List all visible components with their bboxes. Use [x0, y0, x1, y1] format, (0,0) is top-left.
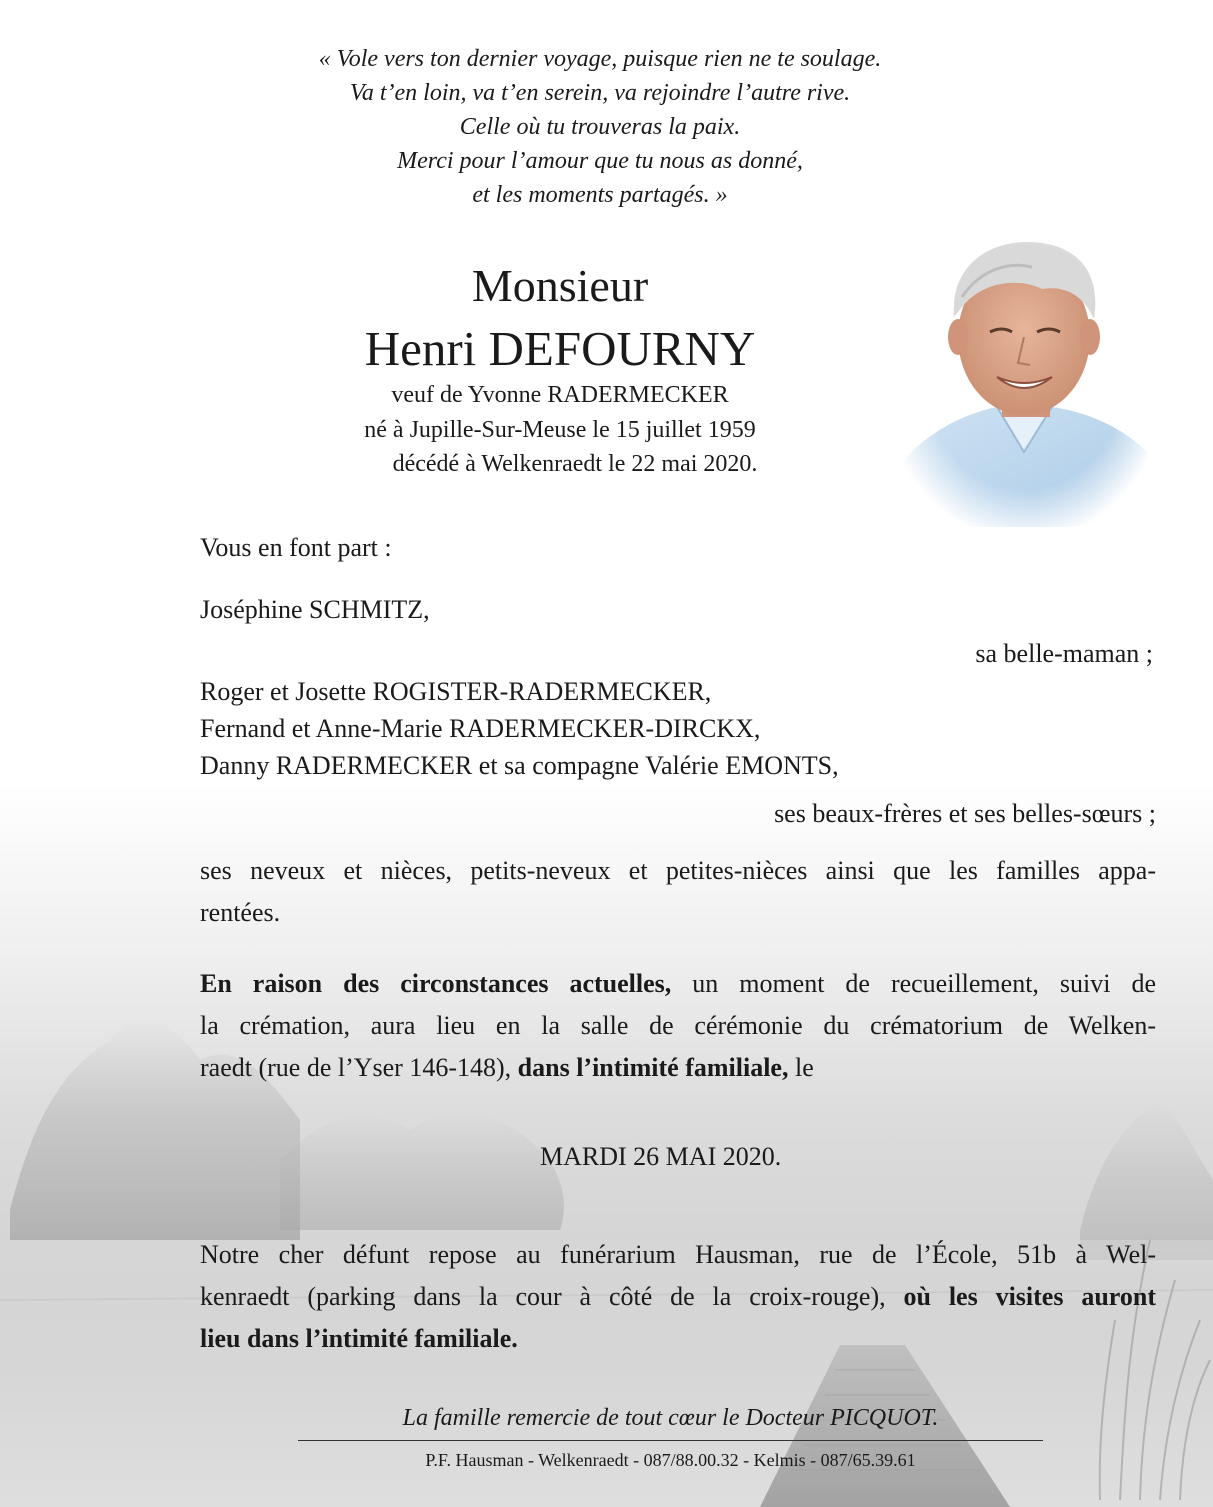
widow-of: veuf de Yvonne RADERMECKER	[391, 382, 729, 408]
paragraph-line	[200, 1318, 1156, 1360]
bold-text: En raison des circonstances actuelles,	[200, 969, 672, 998]
thanks-line: La famille remercie de tout cœur le Docteur PICQUOT.	[402, 1405, 939, 1431]
divider	[298, 1440, 1043, 1441]
death-info: décédé à Welkenraedt le 22 mai 2020.	[392, 451, 758, 477]
siblings-in-law-list	[200, 673, 839, 784]
portrait-photo	[902, 237, 1147, 527]
paragraph-line	[200, 1276, 1156, 1318]
mother-in-law-relation: sa belle-maman ;	[975, 639, 1153, 668]
list-item: Fernand et Anne-Marie RADERMECKER-DIRCKX,	[200, 714, 761, 743]
mother-in-law-name: Joséphine SCHMITZ,	[200, 595, 430, 624]
poem-line: Celle où tu trouveras la paix.	[459, 114, 741, 140]
paragraph-line: ses neveux et nièces, petits-neveux et petites-nièces ainsi que les familles appa-	[200, 856, 1156, 885]
deceased-name: Henri DEFOURNY	[364, 321, 756, 376]
funeral-director-contact: P.F. Hausman - Welkenraedt - 087/88.00.32 - Kelmis - 087/65.39.61	[425, 1450, 916, 1470]
intro-text: Vous en font part :	[200, 533, 392, 562]
bold-text: dans l’intimité familiale,	[517, 1053, 789, 1082]
list-item: Roger et Josette ROGISTER-RADERMECKER,	[200, 677, 712, 706]
poem-line: « Vole vers ton dernier voyage, puisque rien ne te soulage.	[318, 46, 882, 72]
bold-text: où les visites auront	[903, 1282, 1156, 1311]
paragraph-line: rentées.	[200, 898, 281, 927]
text: raedt (rue de l’Yser 146-148),	[200, 1053, 518, 1082]
text: un moment de recueillement, suivi de	[671, 969, 1156, 998]
honorific: Monsieur	[471, 260, 649, 311]
ceremony-paragraph	[200, 963, 1156, 1089]
paragraph-line: Notre cher défunt repose au funérarium Hausman, rue de l’École, 51b à Wel-	[200, 1240, 1156, 1269]
poem	[200, 42, 1000, 212]
nephews-paragraph	[200, 850, 1156, 934]
paragraph-line	[200, 963, 1156, 1005]
funeral-home-paragraph	[200, 1234, 1156, 1360]
birth-info: né à Jupille-Sur-Meuse le 15 juillet 1959	[364, 417, 756, 443]
poem-line: Merci pour l’amour que tu nous as donné,	[397, 148, 803, 174]
paragraph-line: la crémation, aura lieu en la salle de cérémonie du crématorium de Welken-	[200, 1011, 1156, 1040]
poem-line: et les moments partagés. »	[472, 182, 728, 208]
paragraph-line	[200, 1047, 1156, 1089]
text: kenraedt (parking dans la cour à côté de la croix-rouge),	[200, 1282, 904, 1311]
siblings-relation: ses beaux-frères et ses belles-sœurs ;	[774, 799, 1156, 828]
text: le	[788, 1053, 814, 1082]
bold-text: lieu dans l’intimité familiale.	[200, 1324, 518, 1353]
poem-line: Va t’en loin, va t’en serein, va rejoindre l’autre rive.	[349, 80, 851, 106]
ceremony-date: MARDI 26 MAI 2020.	[540, 1142, 782, 1171]
list-item: Danny RADERMECKER et sa compagne Valérie EMONTS,	[200, 751, 839, 780]
